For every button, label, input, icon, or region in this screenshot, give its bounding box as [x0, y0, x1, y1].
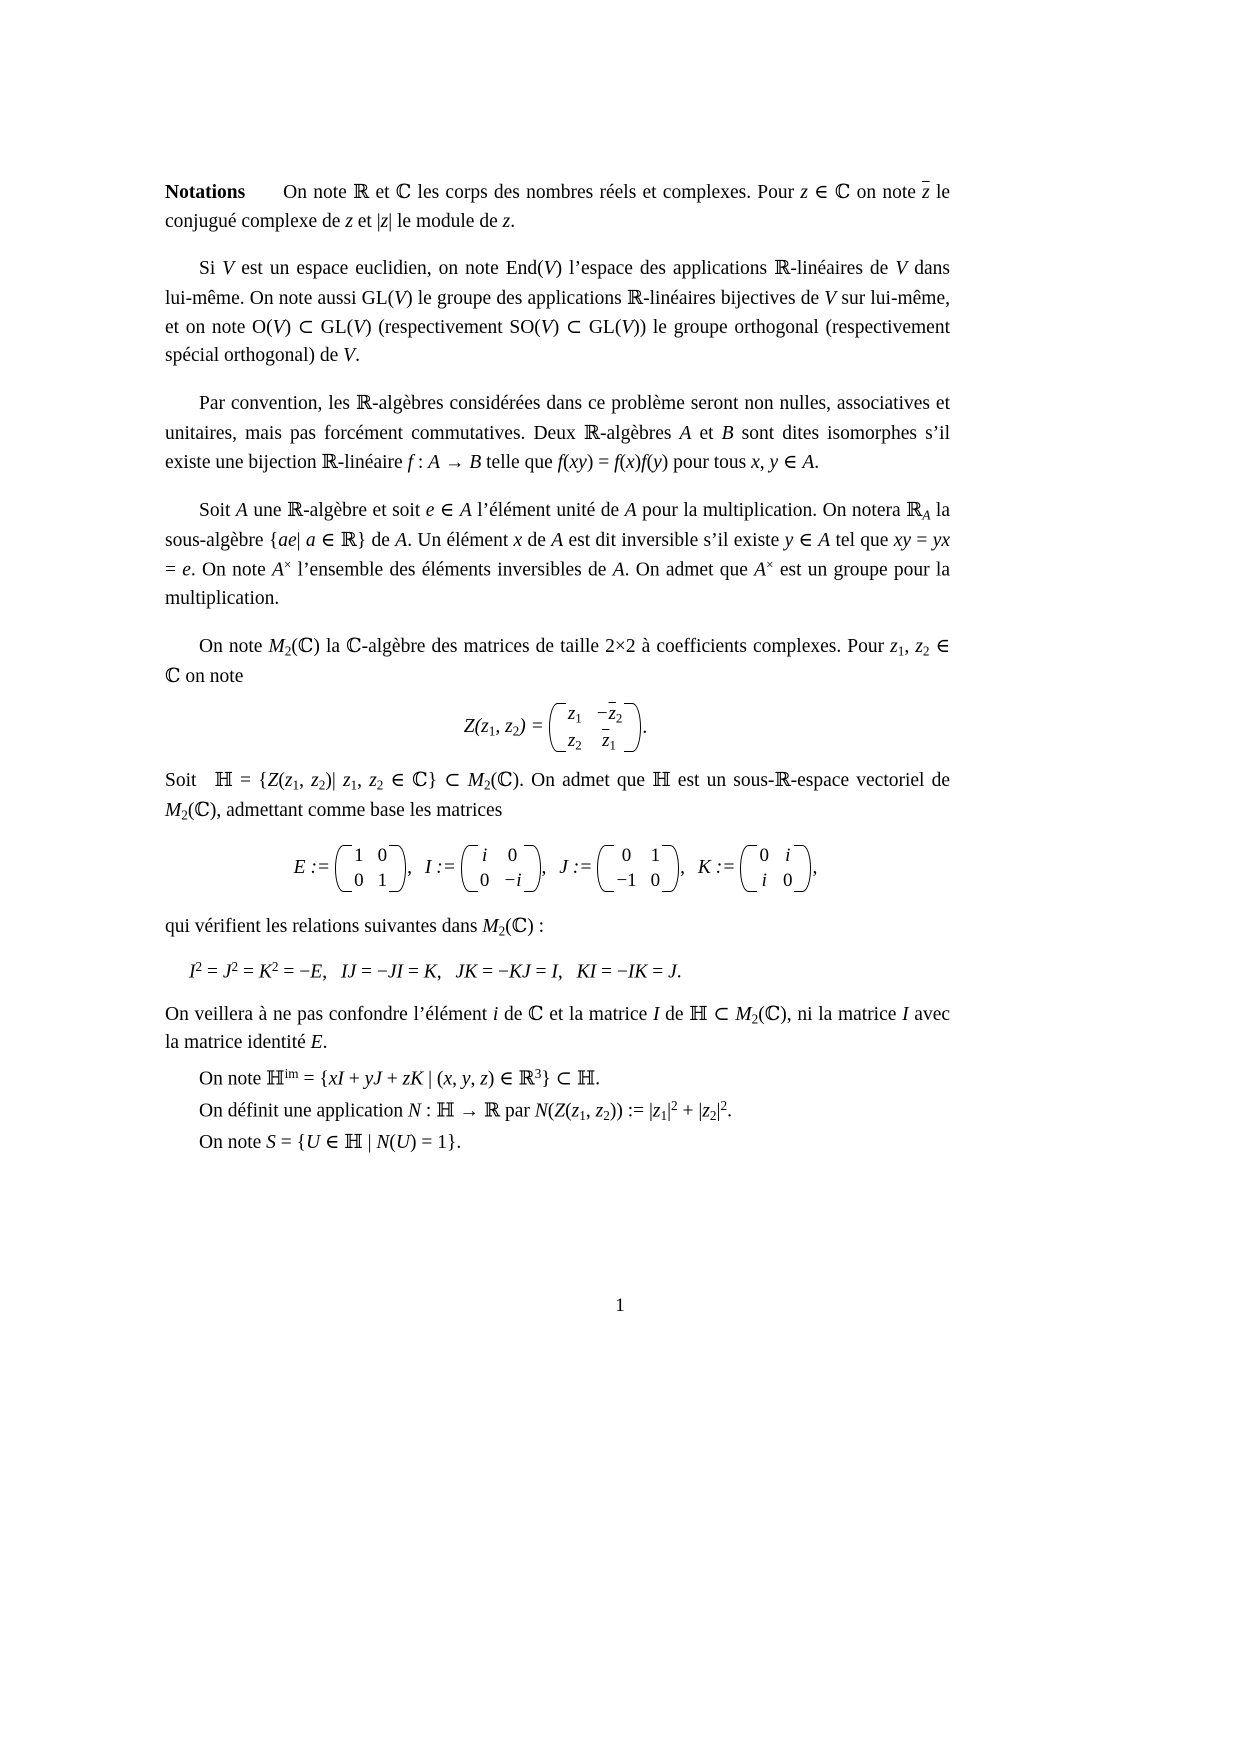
line-n-definition: On définit une application N : ℍ → ℝ par $N(Z(z_1$, $z_2$)) := $|z_1|^2 + |z_2|^2$. — [199, 1097, 732, 1123]
paragraph-notations: Notations On note ℝ et ℂ les corps des nombres réels et complexes. Pour z ∈ ℂ on note $\overline{z}$ le conjugué complexe de z et |z| le module de z. — [165, 180, 951, 232]
matrix-K-group: K := 0 i i 0 , — [698, 843, 821, 893]
matrix-E: 1 0 0 1 — [335, 843, 406, 893]
matrix-I-group: I := i 0 0 −i , — [425, 843, 551, 893]
page-content — [165, 178, 950, 1160]
matrix-E-group: E := 1 0 0 1 , — [294, 843, 416, 893]
matrix-I: i 0 0 −i — [461, 843, 541, 893]
line-h-im: On note ℍ$^{im}$ = {xI + yJ + zK | (x, y, z) ∈ ℝ$^3$} ⊂ ℍ. — [199, 1065, 601, 1090]
equation-z-definition: $Z(z_1$, $z_2$) = $z_1$ $-\overline{z}_2$ $z_2$ $\overline{z}_1$ . — [463, 703, 648, 753]
paren-right — [530, 843, 541, 893]
paragraph-relations-intro: qui vérifient les relations suivantes dans $M_2(ℂ)$ : — [165, 913, 545, 939]
paren-right — [630, 701, 641, 754]
notations-heading: Notations — [165, 182, 246, 203]
equation-relations: $I^2 = J^2 = K^2 = -E$, IJ = −JI = K, JK = −KJ = I, KI = −IK = J. — [189, 959, 682, 983]
matrix-z: $z_1$ $-\overline{z}_2$ $z_2$ $\overline{z}_1$ — [549, 701, 642, 754]
paren-left — [549, 701, 560, 754]
paren-left — [740, 843, 751, 893]
paragraph-veillera: On veillera à ne pas confondre l’élément i de ℂ et la matrice I de ℍ ⊂ $M_2(ℂ)$, ni la matrice I avec la matrice identité E. — [165, 1001, 951, 1054]
matrix-J-group: J := 0 1 −1 0 , — [559, 843, 689, 893]
paren-left — [335, 843, 346, 893]
paren-right — [800, 843, 811, 893]
paragraph-m2c: On note $M_2(ℂ)$ la ℂ-algèbre des matrices de taille 2×2 à coefficients complexes. Pour $z_1$, $z_2$ ∈ ℂ on note — [165, 633, 951, 687]
equation-z-lhs: $Z(z_1$, $z_2$) = — [463, 715, 544, 739]
paren-right — [668, 843, 679, 893]
page-number: 1 — [615, 1295, 625, 1316]
paragraph-convention: Par convention, les ℝ-algèbres considérées dans ce problème seront non nulles, associatives et unitaires, mais pas forcément commutatives. Deux ℝ-algèbres A et B sont dites isomorphes s’il existe une bijection ℝ-linéaire f : A → B telle que f(xy) = f(x)f(y) pour tous x, y ∈ A. — [165, 390, 950, 474]
paren-right — [395, 843, 406, 893]
matrix-J: 0 1 −1 0 — [597, 843, 679, 893]
paragraph-soit-h: Soit ℍ = {$Z(z_1$, $z_2)|$ $z_1$, $z_2$ ∈ ℂ} ⊂ $M_2(ℂ)$. On admet que ℍ est un sous-ℝ-espace vectoriel de $M_2(ℂ)$, admettant comme base les matrices — [165, 767, 951, 823]
equation-basis-matrices — [165, 843, 950, 893]
paragraph-euclidean-space: Si V est un espace euclidien, on note End(V) l’espace des applications ℝ-linéaires de V dans lui-même. On note aussi GL(V) le groupe des applications ℝ-linéaires bijectives de V sur lui-même, et on note O(V) ⊂ GL(V) (respectivement SO(V) ⊂ GL(V)) le groupe orthogonal (respectivement spécial orthogonal) de V. — [165, 256, 950, 367]
matrix-K: 0 i i 0 — [740, 843, 811, 893]
paragraph-algebra-unit: Soit A une ℝ-algèbre et soit e ∈ A l’élément unité de A pour la multiplication. On notera ℝ$_A$ la sous-algèbre {ae| a ∈ ℝ} de A. Un élément x de A est dit inversible s’il existe y ∈ A tel que xy = yx = e. On note A× l’ensemble des éléments inversibles de A. On admet que A× est un groupe pour la multiplication. — [165, 497, 951, 610]
paren-left — [597, 843, 608, 893]
paren-left — [461, 843, 472, 893]
line-s-definition: On note S = {U ∈ ℍ | N(U) = 1}. — [199, 1129, 462, 1153]
definitions-block — [165, 1064, 950, 1158]
